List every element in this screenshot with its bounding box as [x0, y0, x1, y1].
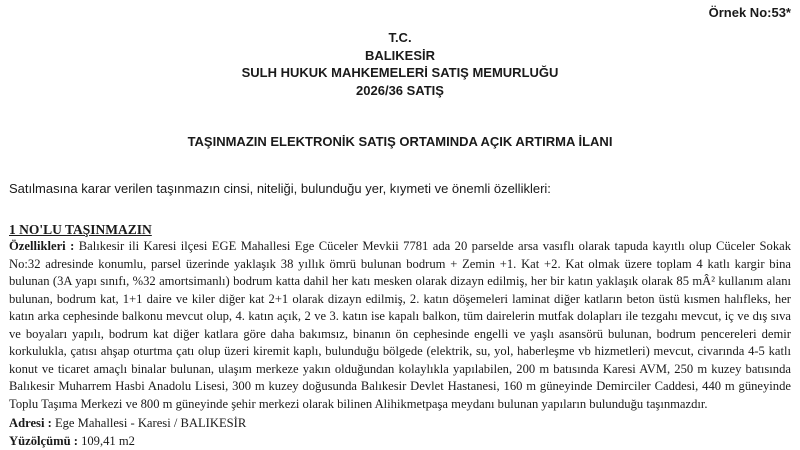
area-label: Yüzölçümü : [9, 434, 78, 448]
header-file-number: 2026/36 SATIŞ [356, 82, 444, 98]
address-value: Ege Mahallesi - Karesi / BALIKESİR [51, 416, 247, 430]
property-heading: 1 NO'LU TAŞINMAZIN [9, 222, 152, 237]
header-republic: T.C. [388, 30, 412, 45]
form-number: Örnek No:53* [708, 5, 791, 20]
property-address [9, 416, 246, 431]
area-value: 109,41 m2 [77, 434, 135, 448]
document-header [0, 29, 800, 99]
features-text: Balıkesir ili Karesi ilçesi EGE Mahallesi Ege Cüceler Mevkii 7781 ada 20 parselde arsa vasıflı olarak tapuda kayıtlı olup Cüceler Sokak No:32 adresinde konumlu, parsel üzerinde yaklaşık 38 yıllık ömrü bulunan bodrum + Zemin +1. Kat +2. Kat olmak üzere toplam 4 katlı kargir bina bulunan (3A yapı sınıfı, %32 amortsimanlı) bodrum katta dahil her katı mesken olarak dizayn edilmiş, her bir katın yaklaşık olarak 85 mÂ² kullanım alanı bulunan, bodrum kat, 1+1 daire ve kiler diğer kat 2+1 olarak dizayn edilmiş, 2. katın döşemeleri laminat diğer katların beton üstü kısmen halıfleks, her katın arka cephesinde balkonu mevcut olup, 4. katın açık, 2 ve 3. katın ise kapalı balkon, tüm dairelerin mutfak dolapları ile tezgahı mevcut, iç ve dış sıva ve boyaları yapılı, bodrum kat diğer katlara göre daha bakımsız, binanın ön cephesinde engelli ve yaşlı asansörü bulunan, bodrum pencereleri demir korkulukla, çatısı ahşap oturtma çatı olup üzeri kiremit kaplı, bulunduğu bölgede (elektrik, su, yol, haberleşme vb hizmetleri) mevcut, civarında 4-5 katlı konut ve ticaret amaçlı binalar bulunan, ulaşım merkeze yakın olduğundan kolaylıkla yapılabilen, 200 m batısında Karesi AVM, 250 m kuzey batısında Balıkesir Muharrem Hasbi Anadolu Lisesi, 300 m kuzey doğusunda Balıkesir Devlet Hastanesi, 160 m güneyinde Demirciler Caddesi, 440 m güneyinde Toplu Taşıma Merkezi ve 800 m güneyinde şehir merkezi olarak bilinen Alihikmetpaşa meydanı bulunan yapıların bulunduğu taşınmazdır. [9, 239, 792, 411]
header-city: BALIKESİR [364, 47, 436, 63]
header-office: SULH HUKUK MAHKEMELERİ SATIŞ MEMURLUĞU [241, 65, 559, 80]
address-label: Adresi : [9, 416, 52, 430]
property-features [9, 238, 791, 413]
intro-text: Satılmasına karar verilen taşınmazın cinsi, niteliği, bulunduğu yer, kıymeti ve önemli özellikleri: [9, 181, 551, 196]
features-label: Özellikleri : [9, 239, 75, 253]
property-area [9, 434, 135, 449]
announcement-title: TAŞINMAZIN ELEKTRONİK SATIŞ ORTAMINDA AÇIK ARTIRMA İLANI [187, 134, 613, 149]
